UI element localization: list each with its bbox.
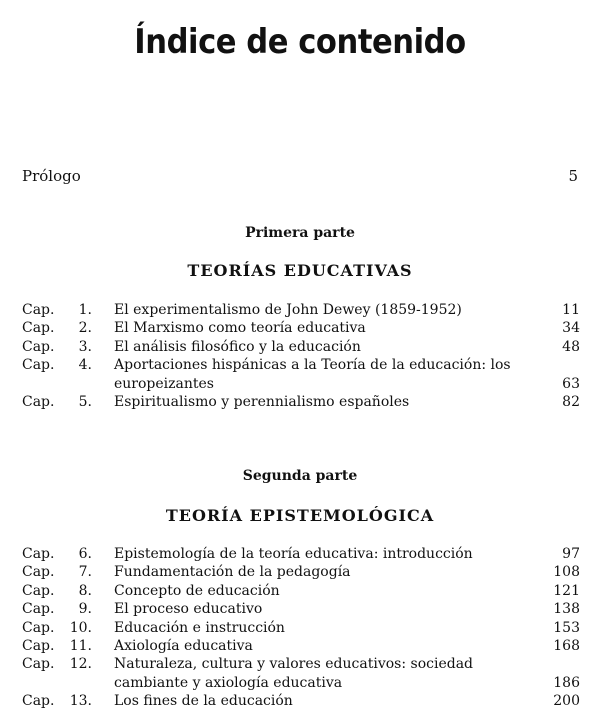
chapter-number: 9. bbox=[78, 601, 92, 618]
chapter-prefix: Cap. bbox=[22, 693, 55, 710]
toc-entry bbox=[22, 356, 580, 393]
chapter-number: 3. bbox=[78, 338, 92, 355]
chapter-number: 10. bbox=[69, 619, 92, 636]
chapter-number: 1. bbox=[78, 302, 92, 318]
chapter-title: Concepto de educación bbox=[114, 582, 280, 599]
chapter-prefix: Cap. bbox=[22, 638, 55, 655]
chapter-list bbox=[22, 545, 580, 711]
chapter-prefix: Cap. bbox=[22, 357, 55, 374]
chapter-title: El proceso educativo bbox=[114, 601, 263, 618]
chapter-title: El Marxismo como teoría educativa bbox=[114, 320, 366, 337]
chapter-title: Espiritualismo y perennialismo españoles bbox=[114, 394, 410, 411]
chapter-prefix: Cap. bbox=[22, 656, 55, 673]
chapter-title: Los fines de la educación bbox=[114, 693, 293, 710]
chapter-page: 97 bbox=[562, 546, 580, 562]
chapter-prefix: Cap. bbox=[22, 394, 55, 411]
chapter-page: 82 bbox=[562, 394, 580, 411]
chapter-prefix: Cap. bbox=[22, 564, 55, 581]
chapter-title: Fundamentación de la pedagogía bbox=[114, 564, 351, 581]
toc-entry bbox=[22, 655, 580, 692]
chapter-page: 63 bbox=[562, 375, 580, 392]
prologue-label: Prólogo bbox=[22, 167, 81, 185]
toc-entry bbox=[22, 545, 580, 563]
chapter-title: Axiología educativa bbox=[114, 638, 253, 655]
toc-entry bbox=[22, 637, 580, 655]
chapter-prefix: Cap. bbox=[22, 619, 55, 636]
chapter-page: 168 bbox=[553, 638, 580, 655]
chapter-page: 153 bbox=[553, 619, 580, 636]
section-title: TEORÍAS EDUCATIVAS bbox=[187, 261, 413, 280]
chapter-page: 200 bbox=[553, 693, 580, 710]
page-title: Índice de contenido bbox=[134, 22, 466, 62]
toc-entry bbox=[22, 600, 580, 618]
chapter-number: 6. bbox=[78, 546, 92, 562]
prologue-page: 5 bbox=[568, 167, 578, 185]
chapter-prefix: Cap. bbox=[22, 320, 55, 337]
chapter-page: 48 bbox=[562, 338, 580, 355]
chapter-page: 186 bbox=[553, 674, 580, 691]
chapter-title: Naturaleza, cultura y valores educativos: sociedad cambiante y axiología educativa bbox=[114, 656, 473, 691]
section-title: TEORÍA EPISTEMOLÓGICA bbox=[165, 506, 435, 525]
chapter-title: Epistemología de la teoría educativa: introducción bbox=[114, 546, 473, 562]
chapter-page: 121 bbox=[553, 582, 580, 599]
chapter-page: 108 bbox=[553, 564, 580, 581]
toc-entry bbox=[22, 582, 580, 600]
chapter-number: 12. bbox=[69, 656, 92, 673]
part-label: Primera parte bbox=[245, 225, 355, 241]
toc-entry bbox=[22, 563, 580, 581]
toc-entry bbox=[22, 692, 580, 710]
chapter-number: 5. bbox=[78, 394, 92, 411]
chapter-list bbox=[22, 301, 580, 411]
toc-entry bbox=[22, 301, 580, 319]
toc-entry bbox=[22, 619, 580, 637]
chapter-number: 7. bbox=[78, 564, 92, 581]
chapter-title: Aportaciones hispánicas a la Teoría de la educación: los europeizantes bbox=[114, 357, 511, 392]
toc-entry bbox=[22, 338, 580, 356]
chapter-prefix: Cap. bbox=[22, 546, 55, 562]
chapter-title: Educación e instrucción bbox=[114, 619, 285, 636]
toc-entry-prologue bbox=[22, 167, 578, 185]
toc-entry bbox=[22, 319, 580, 337]
chapter-prefix: Cap. bbox=[22, 302, 55, 318]
chapter-prefix: Cap. bbox=[22, 582, 55, 599]
chapter-title: El experimentalismo de John Dewey (1859-1952) bbox=[114, 302, 462, 318]
chapter-number: 13. bbox=[69, 693, 92, 710]
chapter-prefix: Cap. bbox=[22, 338, 55, 355]
chapter-prefix: Cap. bbox=[22, 601, 55, 618]
chapter-page: 34 bbox=[562, 320, 580, 337]
toc-entry bbox=[22, 393, 580, 411]
chapter-number: 8. bbox=[78, 582, 92, 599]
chapter-number: 4. bbox=[78, 357, 92, 374]
part-label: Segunda parte bbox=[242, 468, 358, 484]
chapter-number: 11. bbox=[69, 638, 92, 655]
chapter-title: El análisis filosófico y la educación bbox=[114, 338, 361, 355]
chapter-page: 138 bbox=[553, 601, 580, 618]
chapter-page: 11 bbox=[562, 302, 580, 318]
chapter-number: 2. bbox=[78, 320, 92, 337]
